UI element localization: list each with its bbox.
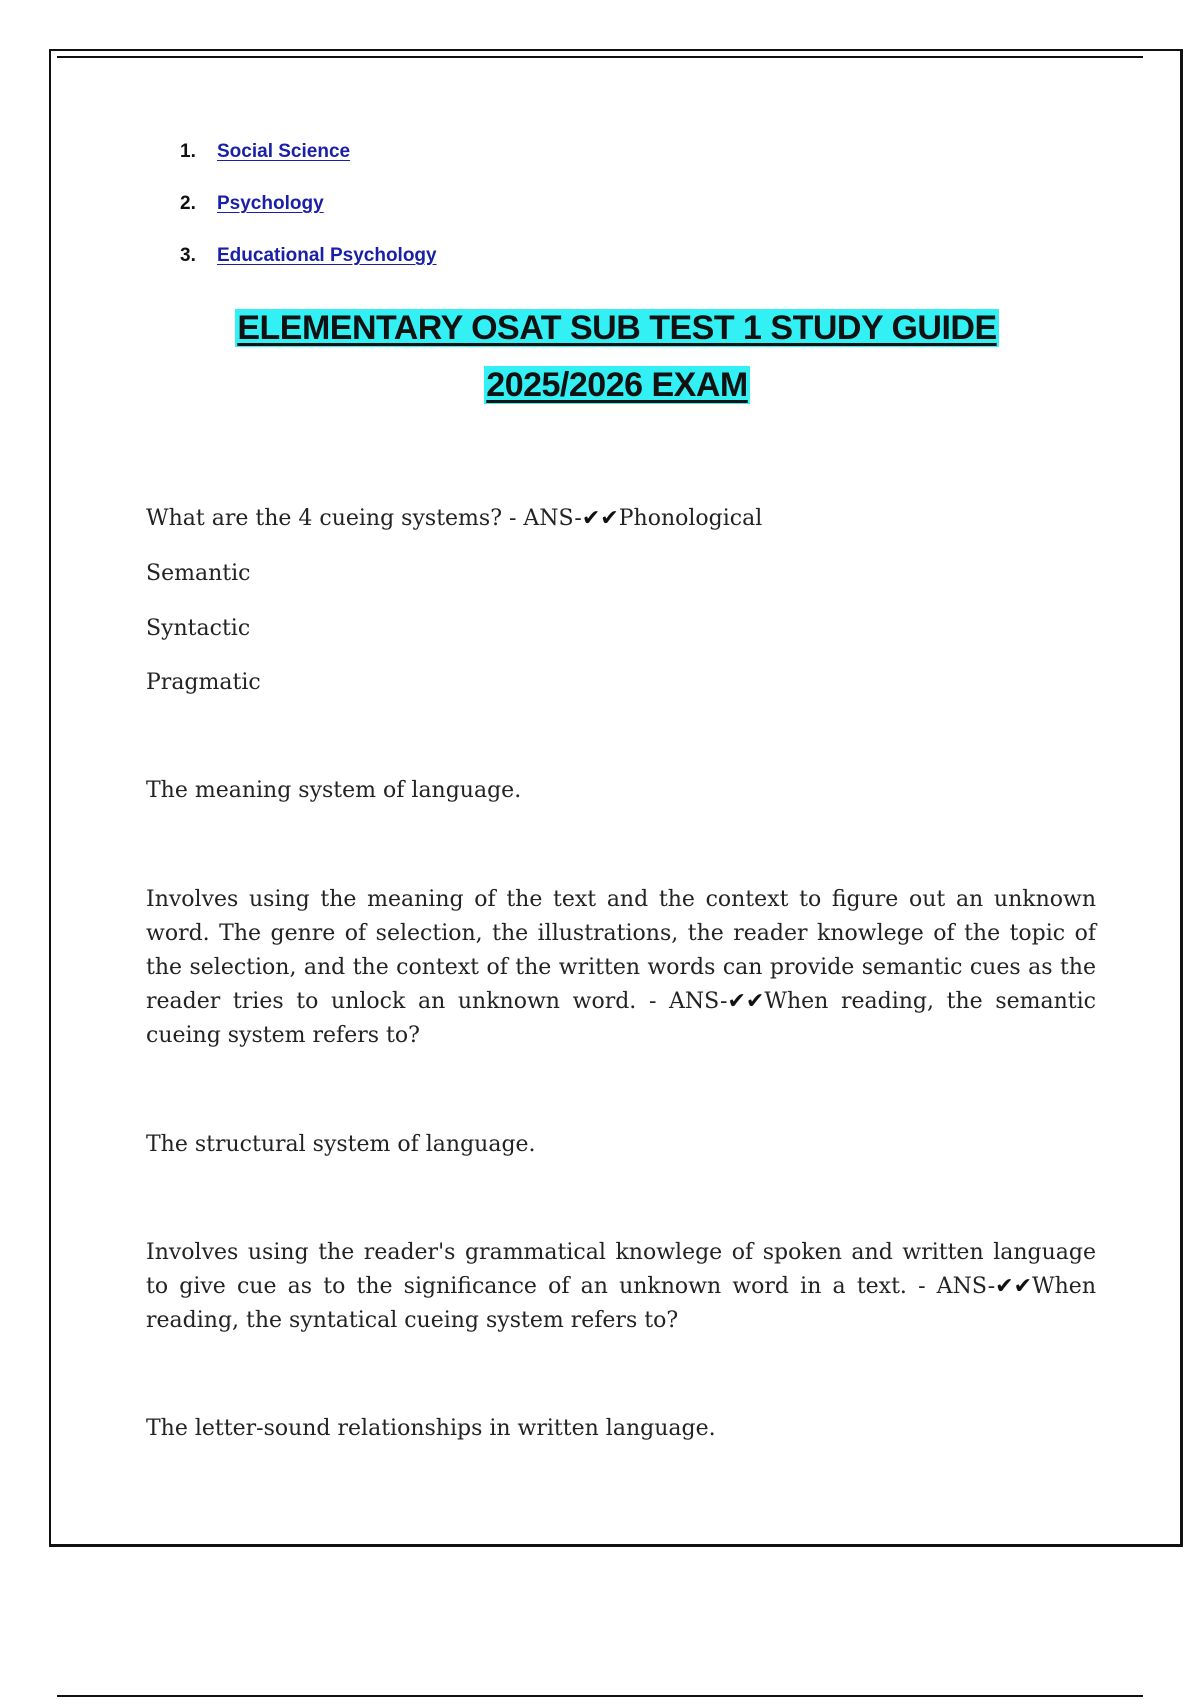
term-letter-sound: The letter-sound relationships in written language. <box>146 1416 716 1441</box>
topic-number: 1. <box>180 141 196 162</box>
bottom-rule <box>57 1695 1143 1697</box>
term-structural-system: The structural system of language. <box>146 1132 536 1157</box>
topic-link-psychology[interactable]: Psychology <box>217 193 324 214</box>
answer-item: Pragmatic <box>146 670 261 695</box>
definition-text: Involves using the meaning of the text and the context to figure out an unknown word. The genre of selection, the illustrations, the reader knowlege of the topic of the selection, and the context of the written words can provide semantic cues as the reader tries to unlock an unknown word. - ANS- <box>146 887 1096 1014</box>
topic-link-social-science[interactable]: Social Science <box>217 141 351 162</box>
title-line-2: 2025/2026 EXAM <box>486 366 748 404</box>
answer-text: When reading, the syntatical cueing system refers to? <box>146 1274 1096 1333</box>
answer-text: When reading, the semantic cueing system refers to? <box>146 989 1096 1048</box>
topic-number: 2. <box>180 193 196 214</box>
definition-semantic <box>146 883 1096 1053</box>
question-cueing-systems <box>146 502 1096 536</box>
topic-item <box>180 245 437 297</box>
answer-item: Semantic <box>146 561 251 586</box>
topic-item <box>180 141 437 193</box>
term-meaning-system: The meaning system of language. <box>146 778 522 803</box>
answer-item: Syntactic <box>146 616 251 641</box>
checkmark-icon: ✔✔ <box>995 1274 1033 1299</box>
topic-list <box>180 141 437 297</box>
question-text: What are the 4 cueing systems? - ANS- <box>146 506 582 531</box>
checkmark-icon: ✔✔ <box>581 506 619 531</box>
topic-item <box>180 193 437 245</box>
definition-syntactic <box>146 1236 1096 1338</box>
definition-text: Involves using the reader's grammatical knowlege of spoken and written language to give cue as to the significance of an unknown word in a text. - ANS- <box>146 1240 1096 1299</box>
answer-text: Phonological <box>618 506 763 531</box>
topic-link-educational-psychology[interactable]: Educational Psychology <box>217 245 437 266</box>
topic-number: 3. <box>180 245 196 266</box>
top-rule <box>57 56 1143 58</box>
title-line-1: ELEMENTARY OSAT SUB TEST 1 STUDY GUIDE <box>237 309 997 347</box>
document-title <box>0 300 1200 414</box>
checkmark-icon: ✔✔ <box>727 989 765 1014</box>
